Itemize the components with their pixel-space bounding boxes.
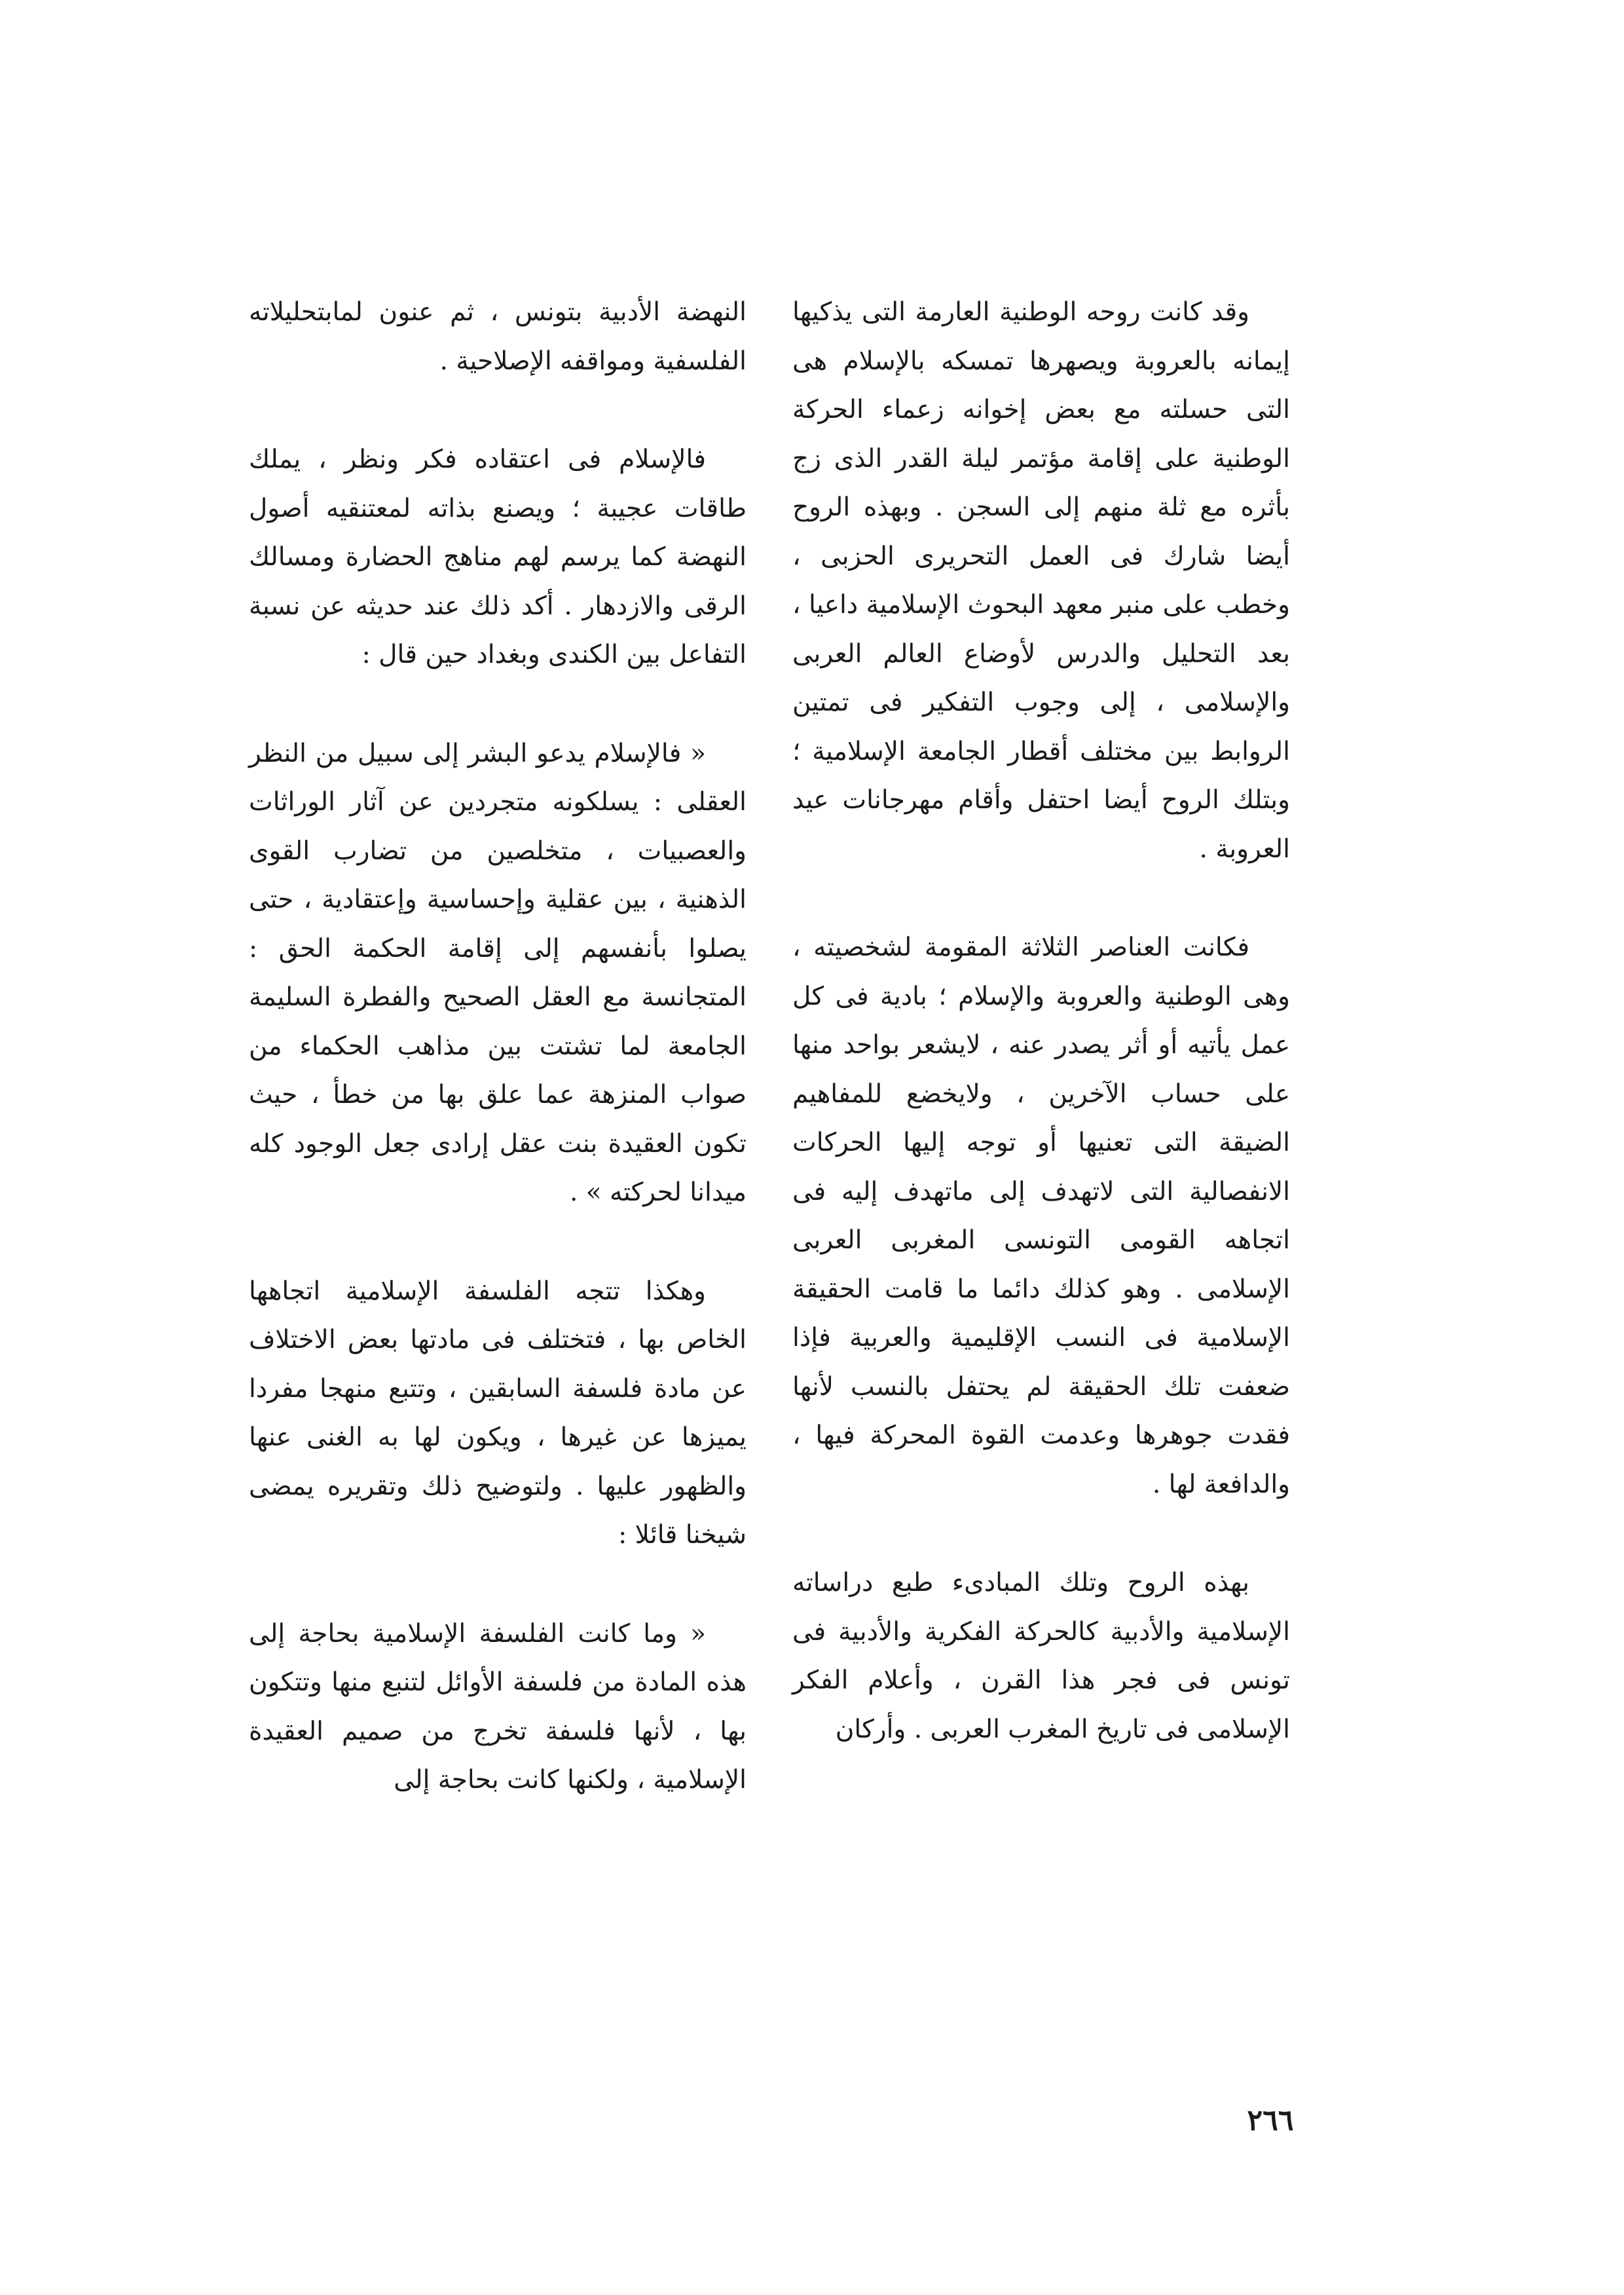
- paragraph: بهذه الروح وتلك المبادىء طبع دراساته الإسلامية والأدبية كالحركة الفكرية والأدبية فى تونس فى فجر هذا القرن ، وأعلام الفكر الإسلامى فى تاريخ المغرب العربى . وأركان: [792, 1568, 1290, 1744]
- paragraph: وهكذا تتجه الفلسفة الإسلامية اتجاهها الخاص بها ، فتختلف فى مادتها بعض الاختلاف عن مادة فلسفة السابقين ، وتتبع منهجا مفردا يميزها عن غيرها ، ويكون لها به الغنى عنها والظهور عليها . ولتوضيح ذلك وتقريره يمضى شيخنا قائلا :: [249, 1276, 747, 1550]
- paragraph: النهضة الأدبية بتونس ، ثم عنون لمابتحليلاته الفلسفية ومواقفه الإصلاحية .: [249, 297, 747, 376]
- paragraph: فكانت العناصر الثلاثة المقومة لشخصيته ، وهى الوطنية والعروبة والإسلام ؛ بادية فى كل عمل يأتيه أو أثر يصدر عنه ، لايشعر بواحد منها على حساب الآخرين ، ولايخضع للمفاهيم الضيقة التى تعنيها أو توجه إليها الحركات الانفصالية التى لاتهدف إلى ماتهدف إليه فى اتجاهه القومى التونسى المغربى العربى الإسلامى . وهو كذلك دائما ما قامت الحقيقة الإسلامية فى النسب الإقليمية والعربية فإذا ضعفت تلك الحقيقة لم يحتفل بالنسب لأنها فقدت جوهرها وعدمت القوة المحركة فيها ، والدافعة لها .: [792, 933, 1290, 1499]
- quote-paragraph: « وما كانت الفلسفة الإسلامية بحاجة إلى هذه المادة من فلسفة الأوائل لتنبع منها وتتكون بها ، لأنها فلسفة تخرج من صميم العقيدة الإسلامية ، ولكنها كانت بحاجة إلى: [249, 1618, 747, 1795]
- left-column: [249, 288, 747, 1855]
- quote-paragraph: « فالإسلام يدعو البشر إلى سبيل من النظر العقلى : يسلكونه متجردين عن آثار الوراثات والعصبيات ، متخلصين من تضارب القوى الذهنية ، بين عقلية وإحساسية وإعتقادية ، حتى يصلوا بأنفسهم إلى إقامة الحكمة الحق : المتجانسة مع العقل الصحيح والفطرة السليمة الجامعة لما تشتت بين مذاهب الحكماء من صواب المنزهة عما علق بها من خطأ ، حيث تكون العقيدة بنت عقل إرادى جعل الوجود كله ميدانا لحركته » .: [249, 738, 747, 1207]
- paragraph: وقد كانت روحه الوطنية العارمة التى يذكيها إيمانه بالعروبة ويصهرها تمسكه بالإسلام هى التى حسلته مع بعض إخوانه زعماء الحركة الوطنية على إقامة مؤتمر ليلة القدر الذى زج بأثره مع ثلة منهم إلى السجن . وبهذه الروح أيضا شارك فى العمل التحريرى الحزبى ، وخطب على منبر معهد البحوث الإسلامية داعيا ، بعد التحليل والدرس لأوضاع العالم العربى والإسلامى ، إلى وجوب التفكير فى تمتين الروابط بين مختلف أقطار الجامعة الإسلامية ؛ وبتلك الروح أيضا احتفل وأقام مهرجانات عيد العروبة .: [792, 297, 1290, 864]
- paragraph: فالإسلام فى اعتقاده فكر ونظر ، يملك طاقات عجيبة ؛ ويصنع بذاته لمعتنقيه أصول النهضة كما يرسم لهم مناهج الحضارة ومسالك الرقى والازدهار . أكد ذلك عند حديثه عن نسبة التفاعل بين الكندى وبغداد حين قال :: [249, 445, 747, 669]
- page-number: ٢٦٦: [1247, 2104, 1294, 2137]
- right-column: [792, 288, 1290, 1804]
